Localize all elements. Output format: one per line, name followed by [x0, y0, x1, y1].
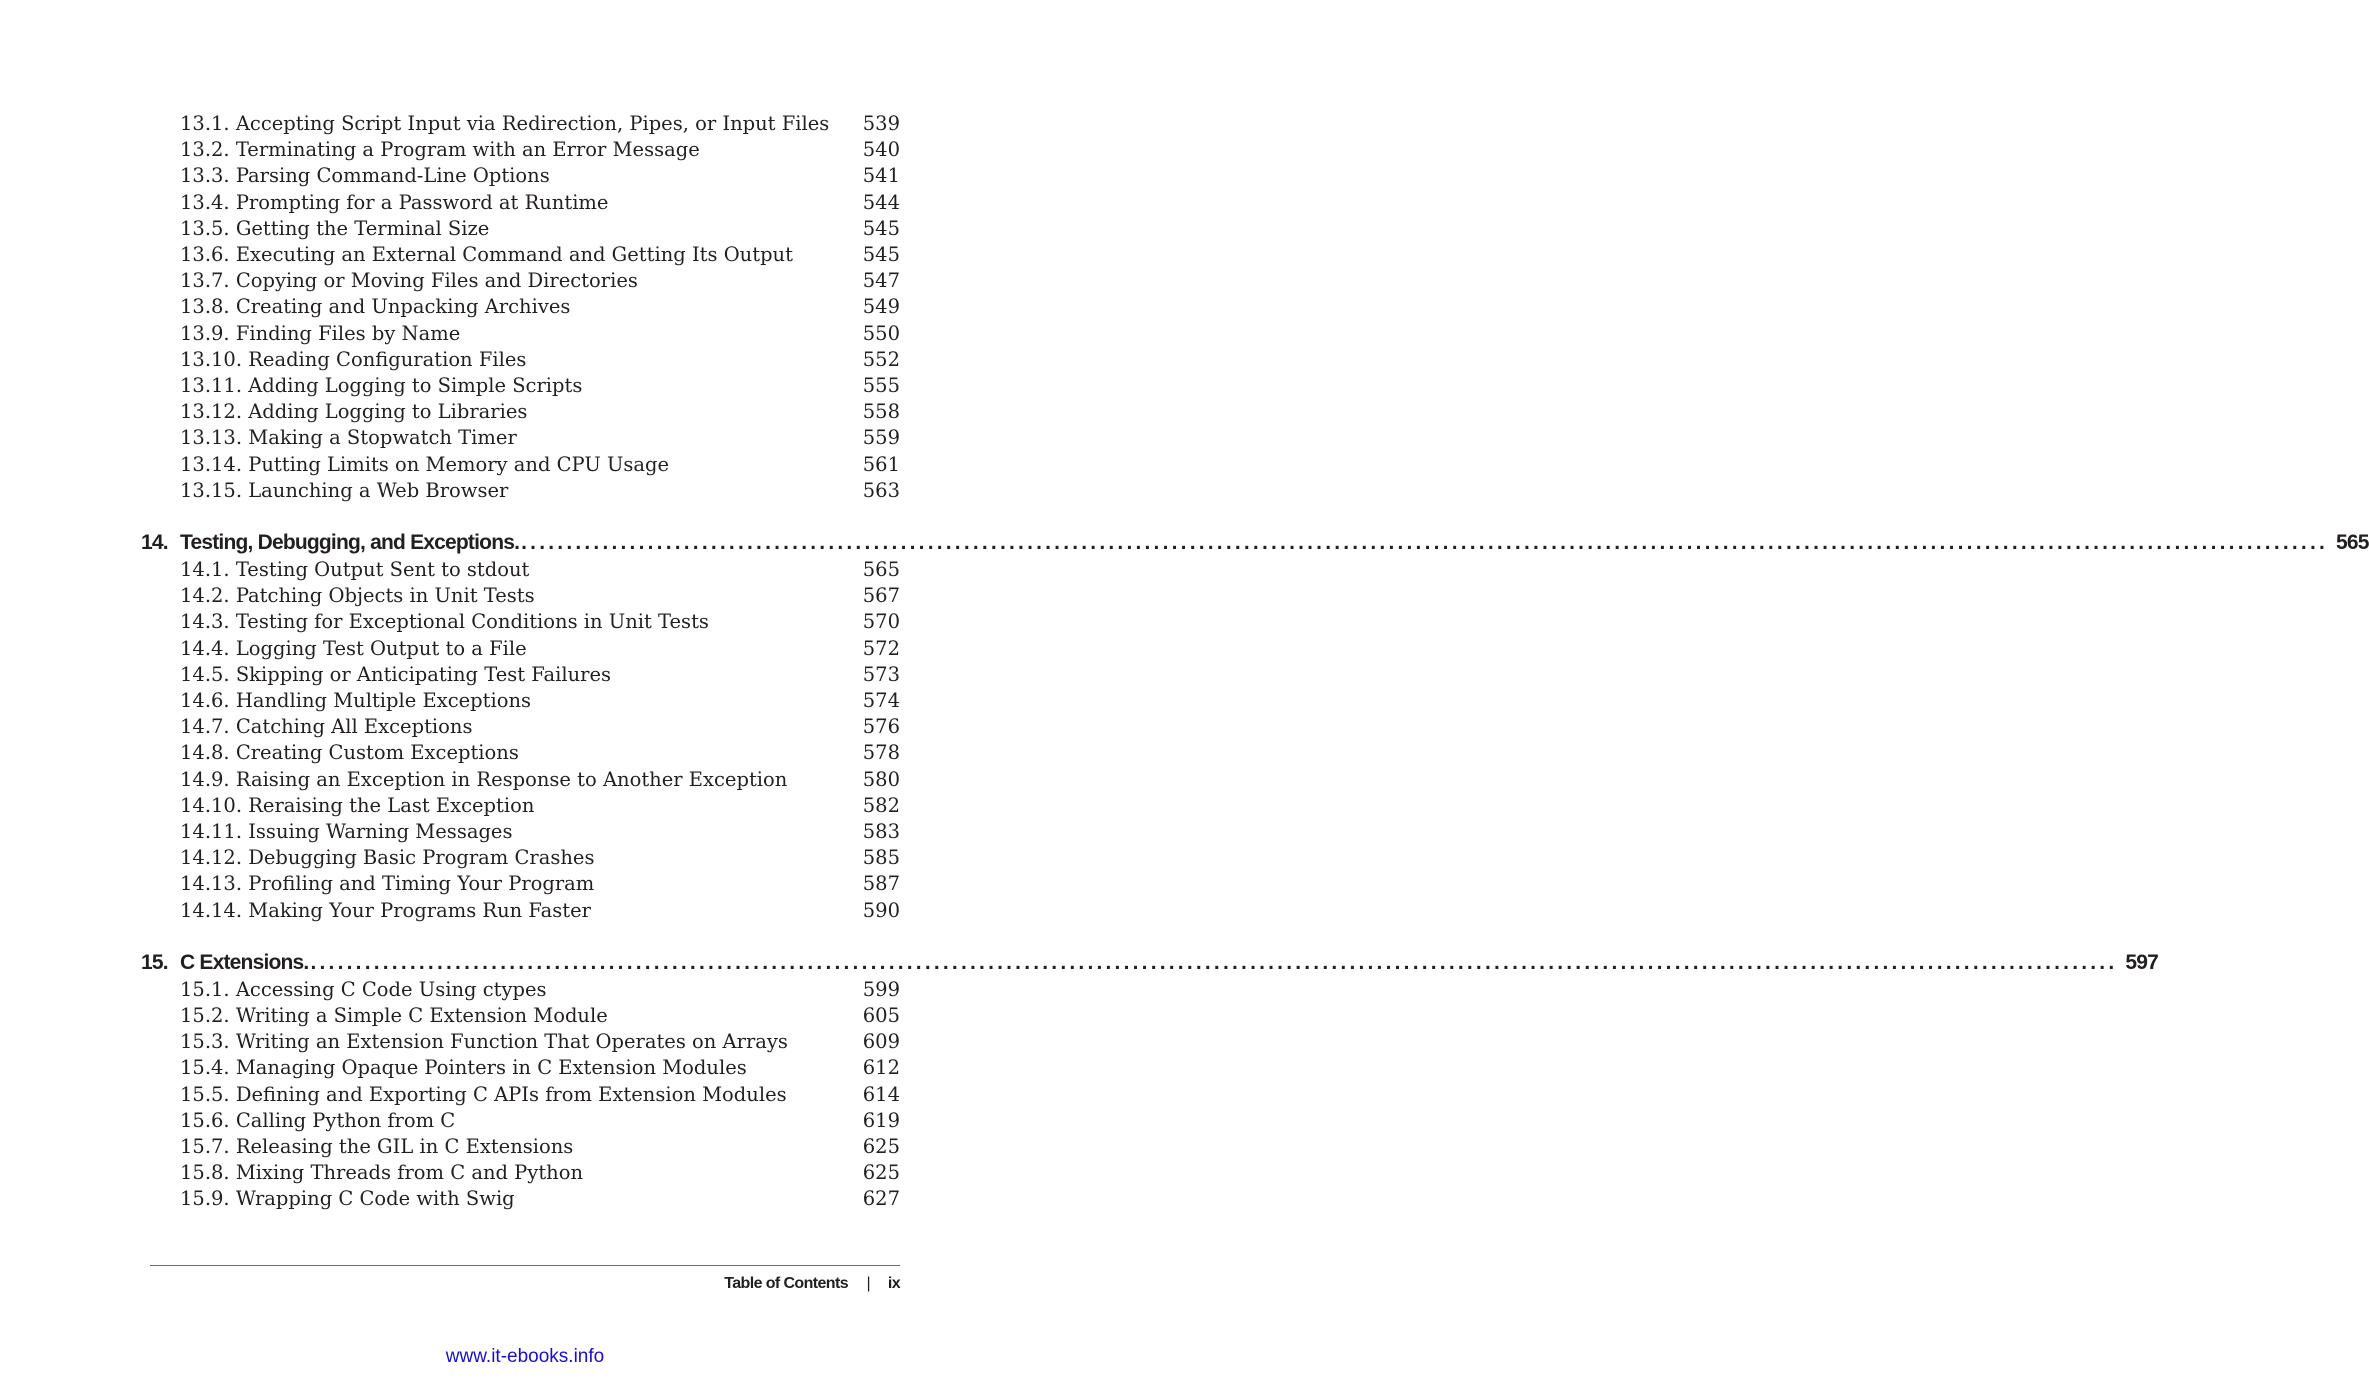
toc-entry-title: 14.6. Handling Multiple Exceptions: [180, 689, 532, 712]
toc-entry[interactable]: [180, 478, 900, 504]
toc-entry[interactable]: [180, 216, 900, 242]
toc-entry-page: 549: [862, 295, 900, 319]
toc-entry-page: 541: [862, 164, 900, 188]
toc-entry-title: 13.10. Reading Configuration Files: [180, 347, 527, 371]
toc-entry[interactable]: [180, 1160, 900, 1186]
toc-entry-title: 14.1. Testing Output Sent to stdout: [180, 558, 530, 581]
toc-entry[interactable]: [180, 1082, 900, 1108]
toc-entry[interactable]: [180, 111, 900, 137]
toc-entry-page: 540: [862, 138, 900, 162]
toc-entry-title: 13.9. Finding Files by Name: [180, 321, 461, 345]
toc-entry-page: 587: [862, 872, 900, 896]
toc-entry-title: 14.9. Raising an Exception in Response to Another Exception: [180, 767, 788, 791]
toc-entry-page: 605: [862, 1004, 900, 1027]
toc-entry-page: 558: [862, 400, 900, 424]
toc-entry[interactable]: [180, 294, 900, 320]
toc-entry-title: 13.4. Prompting for a Password at Runtime: [180, 190, 609, 214]
toc-entry[interactable]: [180, 977, 900, 1003]
toc-entry[interactable]: [180, 609, 900, 635]
chapter-number: 15.: [141, 950, 168, 974]
toc-entry[interactable]: [180, 636, 900, 662]
toc-entry[interactable]: [180, 714, 900, 740]
toc-entry[interactable]: [180, 1134, 900, 1160]
toc-entry-page: 625: [862, 1161, 900, 1185]
toc-entry[interactable]: [180, 583, 900, 609]
toc-entry-title: 14.13. Profiling and Timing Your Program: [180, 872, 595, 896]
footer-separator: |: [866, 1275, 870, 1292]
toc-entry-title: 13.5. Getting the Terminal Size: [180, 216, 490, 240]
toc-entry[interactable]: [180, 163, 900, 189]
toc-entry-page: 570: [862, 610, 900, 634]
toc-entry-page: 590: [862, 898, 900, 922]
toc-entry-title: 13.13. Making a Stopwatch Timer: [180, 426, 517, 450]
toc-entry[interactable]: [180, 137, 900, 163]
toc-entry-page: 567: [862, 584, 900, 608]
toc-entry[interactable]: [180, 399, 900, 425]
toc-entry[interactable]: [180, 557, 900, 583]
toc-entry[interactable]: [180, 871, 900, 897]
toc-entry[interactable]: [180, 819, 900, 845]
toc-entry[interactable]: [180, 425, 900, 451]
page-footer: [600, 1272, 900, 1296]
toc-entry-title: 14.11. Issuing Warning Messages: [180, 820, 513, 843]
toc-entry-title: 14.2. Patching Objects in Unit Tests: [180, 584, 535, 608]
toc-entry-title: 14.14. Making Your Programs Run Faster: [180, 898, 591, 922]
toc-entry[interactable]: [180, 242, 900, 268]
toc-entry-page: 550: [862, 321, 900, 345]
toc-entry[interactable]: [180, 740, 900, 766]
footer-rule: [150, 1265, 900, 1266]
toc-entry[interactable]: [180, 688, 900, 714]
toc-entry[interactable]: [180, 662, 900, 688]
toc-entry-page: 582: [862, 793, 900, 817]
toc-entry-page: 612: [862, 1056, 900, 1080]
dot-leader: ........................................................................................................................................................................................................: [521, 531, 2329, 554]
toc-entry[interactable]: [180, 452, 900, 478]
toc-entry[interactable]: [180, 1055, 900, 1081]
toc-entry-page: 561: [862, 452, 900, 476]
watermark-link[interactable]: www.it-ebooks.info: [445, 1346, 605, 1367]
toc-entry-page: 627: [862, 1187, 900, 1211]
toc-entry-title: 14.10. Reraising the Last Exception: [180, 793, 535, 817]
footer-label: Table of Contents: [724, 1275, 848, 1292]
toc-entry-page: 609: [862, 1030, 900, 1054]
footer-page-number: ix: [887, 1275, 900, 1292]
toc-entry-title: 13.14. Putting Limits on Memory and CPU Usage: [180, 452, 670, 476]
toc-entry-title: 15.7. Releasing the GIL in C Extensions: [180, 1135, 574, 1158]
toc-entry-page: 619: [862, 1108, 900, 1132]
toc-entry-title: 15.4. Managing Opaque Pointers in C Extension Modules: [180, 1056, 747, 1080]
toc-entry[interactable]: [180, 373, 900, 399]
toc-entry[interactable]: [180, 1029, 900, 1055]
toc-entry-page: 555: [862, 374, 900, 397]
toc-entry[interactable]: [180, 845, 900, 871]
toc-entry-page: 599: [862, 977, 900, 1001]
toc-entry[interactable]: [180, 1003, 900, 1029]
chapter-title: C Extensions.: [180, 950, 309, 974]
toc-entry[interactable]: [180, 347, 900, 373]
toc-entry-page: 545: [862, 243, 900, 266]
toc-entry-title: 13.6. Executing an External Command and Getting Its Output: [180, 243, 793, 266]
toc-entry-page: 580: [862, 767, 900, 791]
toc-entry-title: 15.9. Wrapping C Code with Swig: [180, 1187, 515, 1211]
toc-entry-page: 565: [862, 558, 900, 581]
toc-entry-title: 15.5. Defining and Exporting C APIs from Extension Modules: [180, 1082, 787, 1106]
toc-entry[interactable]: [180, 1108, 900, 1134]
dot-leader: ........................................................................................................................................................................................................: [310, 950, 2118, 974]
toc-entry[interactable]: [180, 190, 900, 216]
toc-entry-page: 583: [862, 820, 900, 843]
toc-entry-page: 563: [862, 478, 900, 502]
toc-entry[interactable]: [180, 268, 900, 294]
toc-entry-page: 547: [862, 269, 900, 293]
toc-entry-title: 14.12. Debugging Basic Program Crashes: [180, 846, 595, 870]
toc-entry-title: 14.4. Logging Test Output to a File: [180, 636, 527, 660]
toc-entry-title: 13.7. Copying or Moving Files and Directories: [180, 269, 638, 293]
chapter-number: 14.: [141, 531, 168, 554]
chapter-page-number: 565: [2336, 531, 2369, 554]
toc-entry[interactable]: [180, 1186, 900, 1212]
toc-entry-page: 625: [862, 1135, 900, 1158]
toc-entry-title: 14.8. Creating Custom Exceptions: [180, 741, 519, 765]
toc-entry-page: 574: [862, 689, 900, 712]
toc-entry[interactable]: [180, 898, 900, 924]
chapter-title: Testing, Debugging, and Exceptions.: [180, 531, 520, 554]
toc-entry[interactable]: [180, 767, 900, 793]
toc-entry-page: 552: [862, 347, 900, 371]
toc-entry-page: 572: [862, 636, 900, 660]
toc-entry-page: 585: [862, 846, 900, 870]
toc-entry-title: 13.8. Creating and Unpacking Archives: [180, 295, 571, 319]
toc-entry-title: 13.11. Adding Logging to Simple Scripts: [180, 374, 583, 397]
toc-entry-title: 14.5. Skipping or Anticipating Test Failures: [180, 662, 612, 686]
toc-entry[interactable]: [180, 321, 900, 347]
toc-entry-page: 545: [862, 216, 900, 240]
toc-entry-page: 576: [862, 715, 900, 739]
toc-entry[interactable]: [180, 793, 900, 819]
toc-entry-title: 15.6. Calling Python from C: [180, 1108, 456, 1132]
chapter-page-number: 597: [2125, 950, 2159, 974]
toc-entry-page: 573: [862, 662, 900, 686]
toc-entry-page: 614: [862, 1082, 900, 1106]
toc-entry-title: 15.3. Writing an Extension Function That Operates on Arrays: [180, 1030, 788, 1054]
toc-entry-title: 15.8. Mixing Threads from C and Python: [180, 1161, 584, 1185]
toc-entry-title: 15.1. Accessing C Code Using ctypes: [180, 977, 547, 1001]
toc-entry-page: 559: [862, 426, 900, 450]
toc-entry-title: 13.3. Parsing Command-Line Options: [180, 164, 550, 188]
chapter-heading[interactable]: [141, 528, 2369, 558]
toc-entry-title: 13.15. Launching a Web Browser: [180, 478, 509, 502]
toc-entry-title: 13.2. Terminating a Program with an Error Message: [180, 138, 700, 162]
toc-entry-title: 14.7. Catching All Exceptions: [180, 715, 473, 739]
toc-entry-title: 13.1. Accepting Script Input via Redirection, Pipes, or Input Files: [180, 112, 830, 135]
toc-entry-page: 539: [862, 112, 900, 135]
toc-entry-title: 14.3. Testing for Exceptional Conditions in Unit Tests: [180, 610, 709, 634]
chapter-heading[interactable]: [141, 948, 2159, 978]
toc-entry-title: 13.12. Adding Logging to Libraries: [180, 400, 528, 424]
toc-entry-page: 544: [862, 190, 900, 214]
toc-entry-title: 15.2. Writing a Simple C Extension Module: [180, 1004, 608, 1027]
toc-entry-page: 578: [862, 741, 900, 765]
